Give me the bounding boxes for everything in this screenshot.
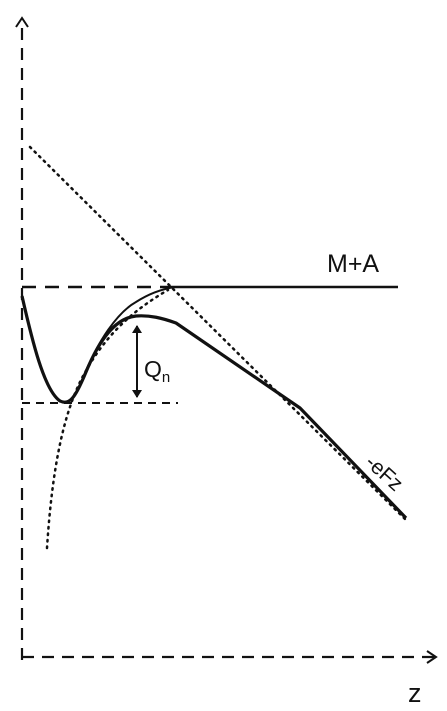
field-line-label: -eFz [360, 450, 408, 496]
image-potential-curve [47, 290, 171, 548]
field-potential-line [30, 147, 406, 520]
barrier-label-base: Q [144, 356, 162, 382]
barrier-label [144, 356, 170, 386]
ma-level-label: M+A [327, 250, 380, 278]
barrier-label-subscript: n [161, 369, 171, 386]
x-axis-label: z [408, 678, 422, 708]
